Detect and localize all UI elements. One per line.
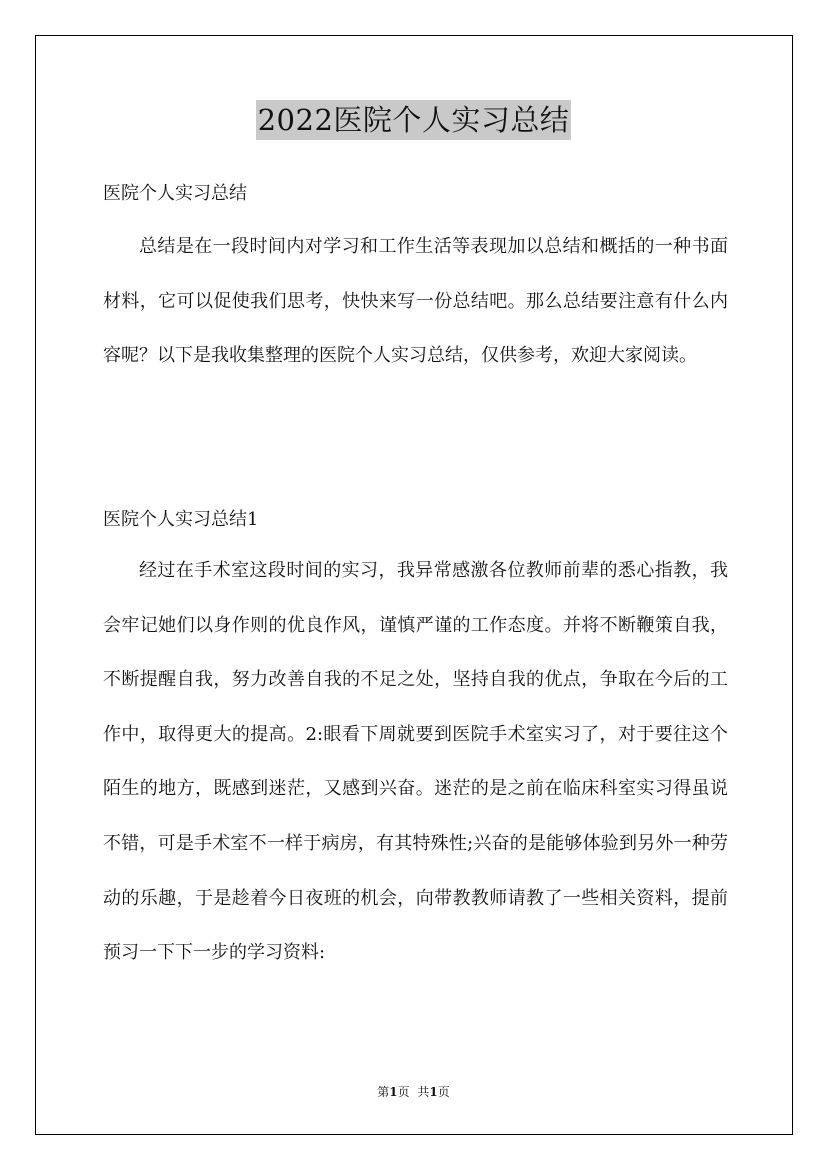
document-subtitle: 医院个人实习总结: [103, 183, 247, 204]
page-suffix: 页: [397, 1085, 410, 1099]
title-container: [0, 100, 827, 140]
page-footer: [0, 1084, 827, 1100]
section-1-body: 经过在手术室这段时间的实习，我异常感激各位教师前辈的悉心指教，我会牢记她们以身作则的优良作风，谨慎严谨的工作态度。并将不断鞭策自我，不断提醒自我，努力改善自我的不足之处，坚持自我的优点，争取在今后的工作中，取得更大的提高。2:眼看下周就要到医院手术室实习了，对于要往这个陌生的地方，既感到迷茫，又感到兴奋。迷茫的是之前在临床科室实习得虽说不错，可是手术室不一样于病房，有其特殊性;兴奋的是能够体验到另外一种劳动的乐趣，于是趁着今日夜班的机会，向带教教师请教了一些相关资料，提前预习一下下一步的学习资料:: [103, 560, 728, 964]
total-pages: 1: [429, 1085, 438, 1099]
total-suffix: 页: [437, 1085, 450, 1099]
intro-paragraph: 总结是在一段时间内对学习和工作生活等表现加以总结和概括的一种书面材料，它可以促使我们思考，快快来写一份总结吧。那么总结要注意有什么内容呢？以下是我收集整理的医院个人实习总结，仅供参考，欢迎大家阅读。: [103, 236, 728, 367]
page-number: 1: [389, 1085, 398, 1099]
document-title: 2022医院个人实习总结: [256, 100, 572, 140]
page-prefix: 第: [377, 1085, 390, 1099]
section-1-heading: 医院个人实习总结1: [103, 509, 259, 530]
total-prefix: 共: [417, 1085, 430, 1099]
